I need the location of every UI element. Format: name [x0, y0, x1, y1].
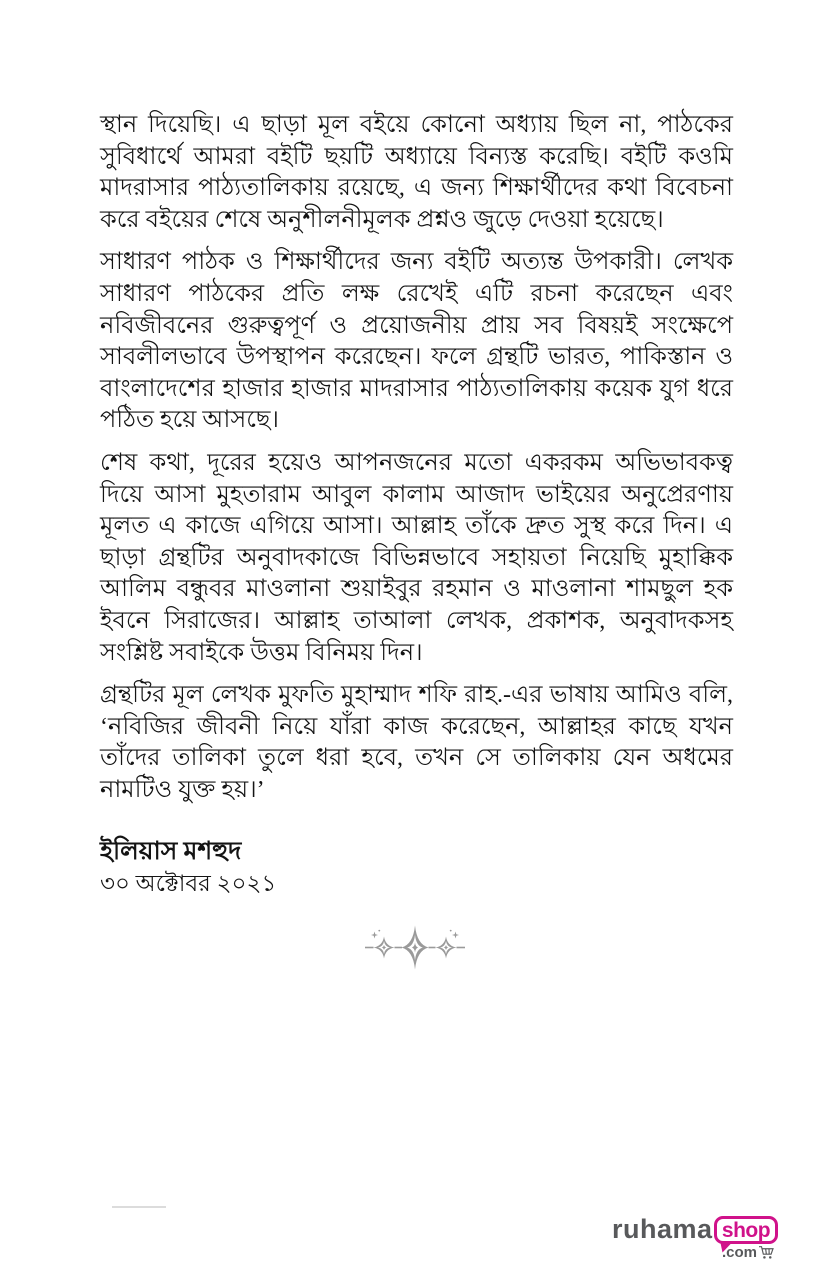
brand-speech-bubble: [714, 1216, 778, 1244]
page-body: [100, 110, 733, 900]
signature-date: ৩০ অক্টোবর ২০২১: [100, 871, 277, 897]
section-divider-ornament: [364, 921, 466, 973]
brand-bubble-text: shop: [721, 1218, 771, 1242]
footnote-rule: [112, 1206, 166, 1208]
paragraph-3: শেষ কথা, দূরের হয়েও আপনজনের মতো একরকম অভিভাবকত্ব দিয়ে আসা মুহতারাম আবুল কালাম আজাদ ভাইয়ের অনুপ্রেরণায় মূলত এ কাজে এগিয়ে আসা। আল্লাহ তাঁকে দ্রুত সুস্থ করে দিন। এ ছাড়া গ্রন্থটির অনুবাদকাজে বিভিন্নভাবে সহায়তা নিয়েছি মুহাক্কিক আলিম বন্ধুবর মাওলানা শুয়াইবুর রহমান ও মাওলানা শামছুল হক ইবনে সিরাজের। আল্লাহ তাআলা লেখক, প্রকাশক, অনুবাদকসহ সংশ্লিষ্ট সবাইকে উত্তম বিনিময় দিন।: [100, 449, 733, 666]
paragraph-4: গ্রন্থটির মূল লেখক মুফতি মুহাম্মাদ শফি রাহ.-এর ভাষায় আমিও বলি, ‘নবিজির জীবনী নিয়ে যাঁরা কাজ করেছেন, আল্লাহর কাছে যখন তাঁদের তালিকা তুলে ধরা হবে, তখন সে তালিকায় যেন অধমের নামটিও যুক্ত হয়।’: [100, 682, 733, 803]
signature-name: ইলিয়াস মশহুদ: [100, 838, 242, 866]
paragraph-1: স্থান দিয়েছি। এ ছাড়া মূল বইয়ে কোনো অধ্যায় ছিল না, পাঠকের সুবিধার্থে আমরা বইটি ছয়টি অধ্যায়ে বিন্যস্ত করেছি। বইটি কওমি মাদরাসার পাঠ্যতালিকায় রয়েছে, এ জন্য শিক্ষার্থীদের কথা বিবেচনা করে বইয়ের শেষে অনুশীলনীমূলক প্রশ্নও জুড়ে দেওয়া হয়েছে।: [100, 112, 733, 233]
paragraph-2: সাধারণ পাঠক ও শিক্ষার্থীদের জন্য বইটি অত্যন্ত উপকারী। লেখক সাধারণ পাঠকের প্রতি লক্ষ রেখেই এটি রচনা করেছেন এবং নবিজীবনের গুরুত্বপূর্ণ ও প্রয়োজনীয় প্রায় সব বিষয়ই সংক্ষেপে সাবলীলভাবে উপস্থাপন করেছেন। ফলে গ্রন্থটি ভারত, পাকিস্তান ও বাংলাদেশের হাজার হাজার মাদরাসার পাঠ্যতালিকায় কয়েক যুগ ধরে পঠিত হয়ে আসছে।: [100, 249, 733, 434]
brand-domain: .com: [722, 1244, 758, 1261]
star-ornament-icon: [364, 921, 466, 973]
brand-name-prefix: ruhama: [612, 1214, 713, 1244]
author-signature: [100, 836, 733, 900]
publisher-watermark: [608, 1212, 793, 1264]
shopping-cart-icon: [758, 1245, 775, 1260]
